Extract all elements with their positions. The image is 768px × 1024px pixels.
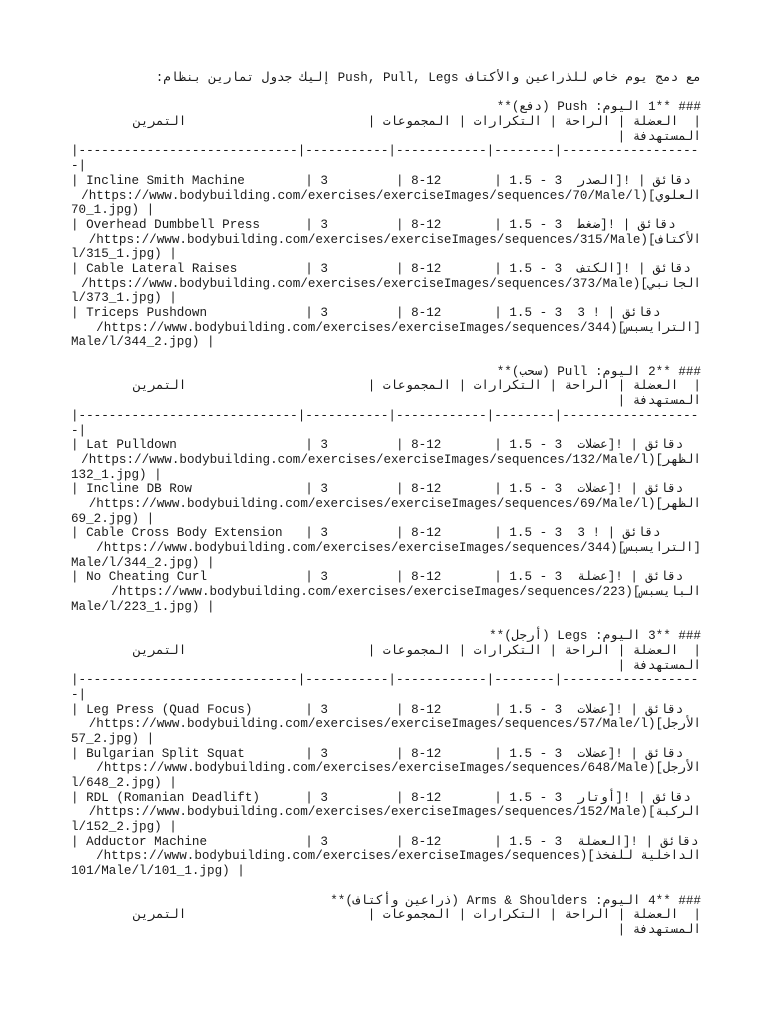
- text-line: |-----------------------------|-----------|------------|--------|------------------: [71, 408, 699, 423]
- text-line: ### **2 اليوم: Pull (سحب)**: [496, 364, 701, 379]
- text-line: | Lat Pulldown | 3 | 8-12 | 1.5 - 3 دقائق | ![عضلات: [71, 438, 684, 453]
- text-line: الداخلية للفخذ](https://www.bodybuilding.com/exercises/exerciseImages/sequences/: [96, 849, 701, 864]
- text-line: l/315_1.jpg) |: [71, 247, 177, 262]
- text-line: [الترايسبس](https://www.bodybuilding.com/exercises/exerciseImages/sequences/344/: [96, 541, 701, 555]
- text-line: Male/l/223_1.jpg) |: [71, 599, 215, 614]
- text-line: 132_1.jpg) |: [71, 467, 162, 482]
- text-line: المستهدفة |: [617, 922, 701, 937]
- text-line: العلوي](https://www.bodybuilding.com/exercises/exerciseImages/sequences/70/Male/l/: [81, 188, 701, 203]
- text-line: | Incline Smith Machine | 3 | 8-12 | 1.5 - 3 دقائق | ![الصدر: [71, 173, 691, 188]
- text-line: مع دمج يوم خاص للذراعين والأكتاف Push, Pull, Legs إليك جدول تمارين بنظام:: [155, 71, 701, 85]
- text-line: 69_2.jpg) |: [71, 511, 155, 526]
- blank-line: [71, 614, 701, 629]
- text-line: | Adductor Machine | 3 | 8-12 | 1.5 - 3 دقائق | ![العضلة: [71, 834, 699, 849]
- text-line: -|: [71, 159, 87, 174]
- text-line: البايسبس](https://www.bodybuilding.com/exercises/exerciseImages/sequences/223/: [111, 585, 701, 600]
- text-line: 101/Male/l/101_1.jpg) |: [71, 864, 245, 879]
- text-line: | Leg Press (Quad Focus) | 3 | 8-12 | 1.5 - 3 دقائق | ![عضلات: [71, 702, 684, 717]
- text-line: Male/l/344_2.jpg) |: [71, 335, 215, 350]
- text-line: | العضلة | الراحة | التكرارات | المجموعات | التمرين: [133, 643, 701, 658]
- blank-line: [71, 879, 701, 894]
- text-line: | العضلة | الراحة | التكرارات | المجموعات | التمرين: [133, 115, 701, 130]
- text-line: |-----------------------------|-----------|------------|--------|------------------: [71, 673, 699, 688]
- text-line: -|: [71, 423, 87, 438]
- text-line: الأرجل](https://www.bodybuilding.com/exercises/exerciseImages/sequences/648/Male/: [96, 761, 701, 776]
- text-line: 70_1.jpg) |: [71, 203, 155, 218]
- text-line: 57_2.jpg) |: [71, 731, 155, 746]
- text-line: Male/l/344_2.jpg) |: [71, 555, 215, 570]
- text-line: | Incline DB Row | 3 | 8-12 | 1.5 - 3 دقائق | ![عضلات: [71, 482, 684, 497]
- text-line: الركبة](https://www.bodybuilding.com/exercises/exerciseImages/sequences/152/Male/: [88, 805, 701, 820]
- text-line: المستهدفة |: [617, 658, 701, 673]
- text-line: الجانبي](https://www.bodybuilding.com/exercises/exerciseImages/sequences/373/Male/: [81, 276, 701, 291]
- blank-line: [71, 86, 701, 101]
- text-line: | Overhead Dumbbell Press | 3 | 8-12 | 1.5 - 3 دقائق | ![ضغط: [71, 217, 676, 232]
- text-line: الأرجل](https://www.bodybuilding.com/exercises/exerciseImages/sequences/57/Male/l/: [88, 717, 701, 732]
- text-line: ### **3 اليوم: Legs (أرجل)**: [489, 629, 701, 644]
- text-line: [الترايسبس](https://www.bodybuilding.com/exercises/exerciseImages/sequences/344/: [96, 320, 701, 335]
- text-line: الظهر](https://www.bodybuilding.com/exercises/exerciseImages/sequences/132/Male/l/: [81, 452, 701, 467]
- text-line: l/152_2.jpg) |: [71, 820, 177, 835]
- text-line: المستهدفة |: [617, 394, 701, 409]
- blank-line: [71, 350, 701, 365]
- text-line: ### **4 اليوم: Arms & Shoulders (ذراعين وأكتاف)**: [330, 893, 701, 908]
- text-line: المستهدفة |: [617, 129, 701, 144]
- text-line: الظهر](https://www.bodybuilding.com/exercises/exerciseImages/sequences/69/Male/l/: [88, 496, 701, 511]
- text-line: | العضلة | الراحة | التكرارات | المجموعات | التمرين: [133, 379, 701, 394]
- document-text: [71, 71, 701, 938]
- text-line: | Bulgarian Split Squat | 3 | 8-12 | 1.5 - 3 دقائق | ![عضلات: [71, 746, 684, 761]
- text-line: ### **1 اليوم: Push (دفع)**: [496, 100, 701, 115]
- text-line: -|: [71, 687, 87, 702]
- text-line: l/373_1.jpg) |: [71, 291, 177, 306]
- text-line: الأكتاف](https://www.bodybuilding.com/exercises/exerciseImages/sequences/315/Male/: [88, 232, 701, 247]
- text-line: | Cable Lateral Raises | 3 | 8-12 | 1.5 - 3 دقائق | ![الكتف: [71, 261, 691, 276]
- text-line: l/648_2.jpg) |: [71, 776, 177, 790]
- text-line: | RDL (Romanian Deadlift) | 3 | 8-12 | 1.5 - 3 دقائق | ![أوتار: [71, 790, 691, 805]
- text-line: | العضلة | الراحة | التكرارات | المجموعات | التمرين: [133, 908, 701, 923]
- text-line: | Triceps Pushdown | 3 | 8-12 | 1.5 - 3 دقائق | ! 3: [71, 306, 661, 320]
- text-line: |-----------------------------|-----------|------------|--------|------------------: [71, 144, 699, 159]
- text-line: | Cable Cross Body Extension | 3 | 8-12 | 1.5 - 3 دقائق | ! 3: [71, 526, 661, 541]
- text-line: | No Cheating Curl | 3 | 8-12 | 1.5 - 3 دقائق | ![عضلة: [71, 570, 684, 585]
